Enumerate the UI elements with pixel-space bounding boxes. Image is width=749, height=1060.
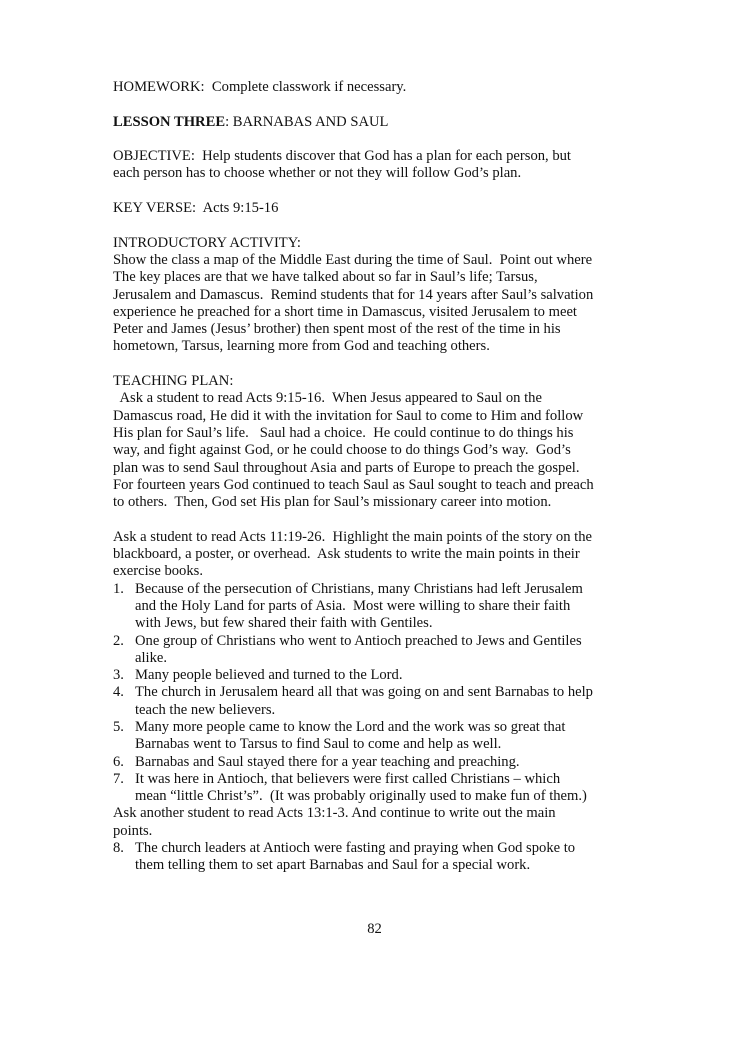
list-number: 6.: [113, 753, 124, 770]
list-item-text: Barnabas and Saul stayed there for a year teaching and preaching.: [135, 753, 520, 770]
list-number: 5.: [113, 718, 124, 735]
blank-line: [113, 356, 633, 373]
list-item-text: and the Holy Land for parts of Asia. Most were willing to share their faith: [135, 597, 571, 614]
teaching-plan-line: to others. Then, God set His plan for Saul’s missionary career into motion.: [113, 494, 552, 511]
introductory-line: Peter and James (Jesus’ brother) then spent most of the rest of the time in his: [113, 321, 561, 338]
list-number: 8.: [113, 840, 124, 857]
list-item-text: mean “little Christ’s”. (It was probably originally used to make fun of them.): [135, 788, 587, 805]
introductory-line: experience he preached for a short time in Damascus, visited Jerusalem to meet: [113, 303, 577, 320]
list-number: [113, 788, 135, 805]
introductory-heading: INTRODUCTORY ACTIVITY:: [113, 234, 301, 251]
blank-line: [113, 217, 633, 234]
list-number: 3.: [113, 667, 124, 684]
blank-line: [113, 183, 633, 200]
list-item-line: [113, 581, 633, 598]
teaching-plan-line: Ask a student to read Acts 9:15-16. When Jesus appeared to Saul on the: [113, 390, 542, 407]
list-item-line: [113, 840, 633, 857]
page-number: 82: [367, 921, 382, 937]
list-item-text: The church leaders at Antioch were fasting and praying when God spoke to: [135, 840, 576, 857]
list-item-line: [113, 598, 633, 615]
list-number: [113, 857, 135, 874]
list-item-text: Many people believed and turned to the Lord.: [135, 667, 403, 684]
list-item-text: It was here in Antioch, that believers were first called Christians – which: [135, 770, 561, 787]
teaching-plan-para2-line: blackboard, a poster, or overhead. Ask students to write the main points in their: [113, 546, 580, 563]
teaching-plan-heading: TEACHING PLAN:: [113, 373, 234, 390]
list-number: 2.: [113, 632, 124, 649]
lesson-title: [113, 114, 633, 131]
list-item-text: Barnabas went to Tarsus to find Saul to come and help as well.: [135, 736, 502, 753]
blank-line: [113, 96, 633, 113]
list-item-line: [113, 667, 633, 684]
list-number: [113, 650, 135, 667]
blank-line: [113, 131, 633, 148]
homework-text: Complete classwork if necessary.: [211, 79, 407, 95]
list-item-line: [113, 702, 633, 719]
teaching-plan-para3-line: Ask another student to read Acts 13:1-3. And continue to write out the main: [113, 805, 556, 822]
introductory-line: hometown, Tarsus, learning more from God and teaching others.: [113, 338, 490, 355]
list-item-text: The church in Jerusalem heard all that was going on and sent Barnabas to help: [135, 684, 593, 701]
list-item-line: [113, 650, 633, 667]
lesson-name: : BARNABAS AND SAUL: [225, 113, 389, 130]
list-item-line: [113, 615, 633, 632]
list-number: [113, 598, 135, 615]
lesson-label: LESSON THREE: [113, 113, 226, 130]
introductory-line: Jerusalem and Damascus. Remind students that for 14 years after Saul’s salvation: [113, 286, 594, 303]
list-item-text: Many more people came to know the Lord and the work was so great that: [135, 718, 566, 735]
list-item-line: [113, 857, 633, 874]
list-item-text: alike.: [135, 649, 168, 666]
list-item-text: them telling them to set apart Barnabas and Saul for a special work.: [135, 857, 531, 874]
list-item-text: teach the new believers.: [135, 701, 276, 718]
homework-label: HOMEWORK:: [113, 79, 205, 95]
list-number: [113, 736, 135, 753]
list-item-line: [113, 684, 633, 701]
list-item-line: [113, 771, 633, 788]
list-number: [113, 702, 135, 719]
teaching-plan-line: way, and fight against God, or he could choose to do things God’s way. God’s: [113, 442, 571, 459]
teaching-plan-para2-line: exercise books.: [113, 563, 203, 580]
document-body: [113, 79, 633, 875]
key-verse: KEY VERSE: Acts 9:15-16: [113, 200, 279, 217]
list-number: 4.: [113, 684, 124, 701]
list-item-text: with Jews, but few shared their faith with Gentiles.: [135, 615, 433, 632]
list-item-line: [113, 633, 633, 650]
list-item-line: [113, 736, 633, 753]
introductory-line: The key places are that we have talked about so far in Saul’s life; Tarsus,: [113, 269, 538, 286]
introductory-line: Show the class a map of the Middle East during the time of Saul. Point out where: [113, 251, 593, 268]
objective-line: OBJECTIVE: Help students discover that God has a plan for each person, but: [113, 148, 571, 165]
list-item-line: [113, 754, 633, 771]
homework-line: [113, 79, 633, 96]
list-item-line: [113, 719, 633, 736]
list-item-text: Because of the persecution of Christians, many Christians had left Jerusalem: [135, 580, 583, 597]
list-number: 7.: [113, 770, 124, 787]
list-item-text: One group of Christians who went to Antioch preached to Jews and Gentiles: [135, 632, 582, 649]
objective-line: each person has to choose whether or not they will follow God’s plan.: [113, 165, 522, 182]
teaching-plan-para3-line: points.: [113, 822, 153, 839]
teaching-plan-line: For fourteen years God continued to teach Saul as Saul sought to teach and preach: [113, 476, 594, 493]
teaching-plan-line: His plan for Saul’s life. Saul had a choice. He could continue to do things his: [113, 424, 574, 441]
teaching-plan-para2-line: Ask a student to read Acts 11:19-26. Highlight the main points of the story on the: [113, 528, 592, 545]
teaching-plan-line: plan was to send Saul throughout Asia and parts of Europe to preach the gospel.: [113, 459, 580, 476]
list-number: 1.: [113, 580, 124, 597]
blank-line: [113, 511, 633, 528]
list-item-line: [113, 788, 633, 805]
list-number: [113, 615, 135, 632]
teaching-plan-line: Damascus road, He did it with the invitation for Saul to come to Him and follow: [113, 407, 584, 424]
